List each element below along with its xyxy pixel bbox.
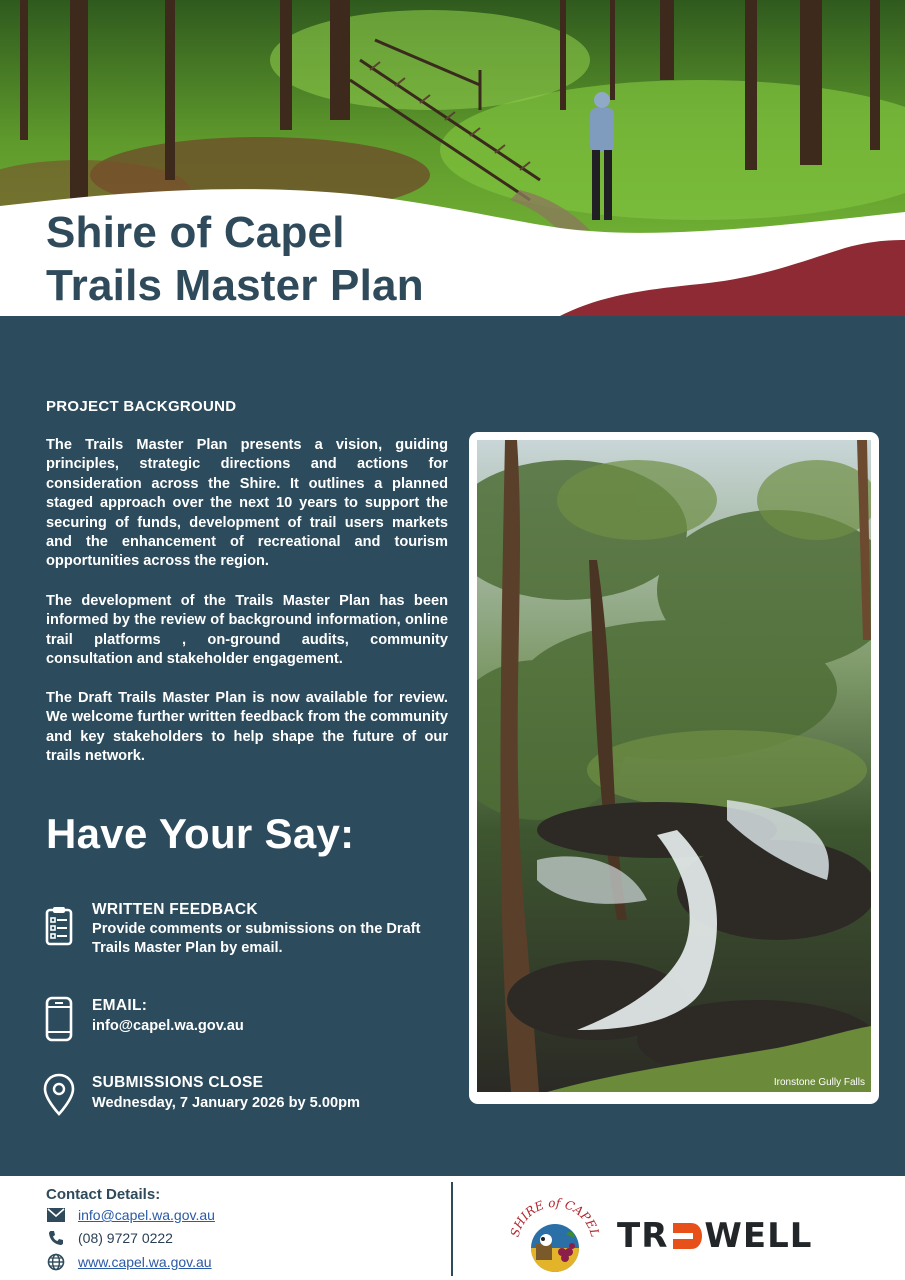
background-paragraph-1: The Trails Master Plan presents a vision, guiding principles, strategic directions and actions for consideration across the Shire. It outlines a planned staged approach over the next 10 years to support the securing of funds, development of trail users markets and the enhancement of recreational and tourism opportunities across the region. <box>46 437 448 570</box>
tredwell-logo <box>617 1218 812 1254</box>
background-paragraph-3: The Draft Trails Master Plan is now available for review. We welcome further written feedback from the community and key stakeholders to help shape the future of our trails network. <box>46 690 448 765</box>
contact-website-row[interactable] <box>46 1252 212 1272</box>
tredwell-e-mark <box>669 1221 703 1251</box>
hero-banner <box>0 0 905 316</box>
email-title: EMAIL: <box>92 997 148 1014</box>
waterfall-photo-frame <box>469 432 879 1104</box>
tredwell-logo-left: TR <box>617 1216 669 1256</box>
footer <box>0 1176 905 1280</box>
submissions-close-date: Wednesday, 7 January 2026 by 5.00pm <box>92 1095 360 1111</box>
location-pin-icon <box>42 1072 76 1118</box>
title-line-2: Trails Master Plan <box>46 261 424 310</box>
background-paragraph-2: The development of the Trails Master Plan has been informed by the review of background information, online trail platforms , on-ground audits, community consultation and stakeholder engagement. <box>46 593 448 668</box>
tredwell-logo-right: WELL <box>704 1216 813 1256</box>
envelope-icon <box>46 1206 66 1224</box>
title-line-1: Shire of Capel <box>46 208 345 257</box>
submissions-close-title: SUBMISSIONS CLOSE <box>92 1074 264 1091</box>
content-panel <box>0 316 905 1176</box>
contact-phone-number[interactable]: (08) 9727 0222 <box>78 1230 173 1246</box>
clipboard-icon <box>42 904 76 950</box>
contact-email-row[interactable] <box>46 1205 215 1225</box>
have-your-say-heading: Have Your Say: <box>46 810 355 857</box>
contact-phone-row[interactable] <box>46 1228 173 1248</box>
shire-of-capel-logo <box>508 1190 602 1274</box>
contact-email-link[interactable]: info@capel.wa.gov.au <box>78 1207 215 1223</box>
email-address[interactable]: info@capel.wa.gov.au <box>92 1018 244 1034</box>
photo-caption: Ironstone Gully Falls <box>773 1077 865 1088</box>
mobile-phone-icon <box>42 996 76 1042</box>
waterfall-photo <box>477 440 871 1092</box>
phone-icon <box>46 1229 66 1247</box>
written-feedback-title: WRITTEN FEEDBACK <box>92 901 258 918</box>
contact-details-title: Contact Details: <box>46 1186 161 1203</box>
page-title <box>46 206 424 312</box>
written-feedback-text: Provide comments or submissions on the Draft Trails Master Plan by email. <box>92 921 421 957</box>
contact-website-link[interactable]: www.capel.wa.gov.au <box>78 1254 212 1270</box>
footer-divider <box>451 1182 453 1276</box>
globe-icon <box>46 1253 66 1271</box>
project-background-heading: PROJECT BACKGROUND <box>46 398 237 415</box>
shire-logo-text: SHIRE of CAPEL <box>508 1195 602 1239</box>
